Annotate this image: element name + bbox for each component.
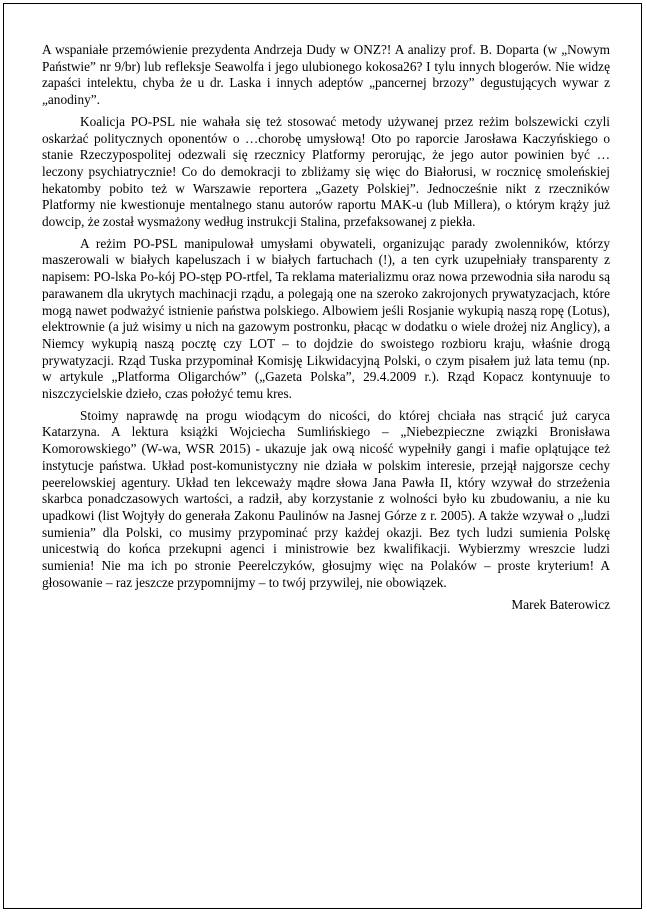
document-body — [42, 42, 610, 613]
paragraph-4: Stoimy naprawdę na progu wiodącym do nicości, do której chciała nas strącić już caryca Katarzyna. A lektura książki Wojciecha Sumlińskiego – „Niebezpieczne związki Bronisława Komorowskiego” (W-wa, WSR 2015) - ukazuje jak ową nicość wypełniły gangi i mafie oplątujące też instytucje państwa. Układ post-komunistyczny nie działa w polskim interesie, przejął najgorsze cechy peerelowskiej agentury. Układ ten lekceważy mądre słowa Jana Pawła II, który wzywał do strzeżenia skarbca ponadczasowych wartości, a radził, aby korzystanie z wolności było ku zbudowaniu, a nie ku upadkowi (list Wojtyły do generała Zakonu Paulinów na Jasnej Górze z r. 2005). A także wzywał o „ludzi sumienia” dla Polski, co musimy przypominać przy każdej okazji. Bez tych ludzi sumienia Polskę unicestwią do końca przekupni agenci i ministrowie bez kwalifikacji. Wybierzmy wreszcie ludzi sumienia! Nie ma ich po stronie Peerelczyków, głosujmy więc na Polaków – proste kryterium! A głosowanie – raz jeszcze przypomnijmy – to twój przywilej, nie obowiązek. — [42, 407, 610, 590]
document-page — [3, 3, 642, 909]
paragraph-2: Koalicja PO-PSL nie wahała się też stosować metody używanej przez reżim bolszewicki czyli oskarżać politycznych oponentów o …chorobę umysłową! Oto po raporcie Jarosława Kaczyńskiego o stanie Rzeczypospolitej odezwali się rzecznicy Platformy perorując, że jego autor powinien być …leczony psychiatrycznie! Co do demokracji to zbliżamy się więc do Białorusi, w rocznicę smoleńskiej hekatomby pobito też w Warszawie reportera „Gazety Polskiej”. Jednocześnie nikt z rzeczników Platformy nie kwestionuje mentalnego stanu autorów raportu MAK-u (lub Millera), o którym krąży już dowcip, że został wysmażony według instrukcji Stalina, przefaksowanej z piekła. — [42, 113, 610, 230]
paragraph-1: A wspaniałe przemówienie prezydenta Andrzeja Dudy w ONZ?! A analizy prof. B. Doparta (w „Nowym Państwie” nr 9/br) lub refleksje Seawolfa i jego ulubionego kokosa26? I tylu innych blogerów. Nie widzę zapaści intelektu, chyba że u dr. Laska i innych adeptów „pancernej brzozy” degustujących wywar z „anodiny”. — [42, 42, 610, 108]
author-signature: Marek Baterowicz — [511, 596, 610, 612]
paragraph-3: A reżim PO-PSL manipulował umysłami obywateli, organizując parady zwolenników, którzy maszerowali w białych kapeluszach i w białych fartuchach (!), a ten cyrk uzupełniały transparenty z napisem: PO-lska Po-kój PO-stęp PO-rtfel, Ta reklama materializmu oraz nowa przewodnia siła narodu są parawanem dla ukrytych machinacji rządu, a polegają one na szeroko zakrojonych prywatyzacjach, które mogą nawet podważyć istnienie państwa polskiego. Albowiem jeśli Rosjanie wykupią naszą ropę (Lotus), elektrownie (a już wisimy u nich na gazowym postronku, płacąc w dodatku o wiele drożej niz Anglicy), a Niemcy wykupią naszą pocztę czy LOT – to dojdzie do swoistego rozbioru kraju, właśnie drogą prywatyzacji. Rząd Tuska przypominał Komisję Likwidacyjną Polski, o czym pisałem już lata temu (np. w artykule „Platforma Oligarchów” („Gazeta Polska”, 29.4.2009 r.). Rząd Kopacz kontynuuje to niszczycielskie dzieło, czas położyć temu kres. — [42, 235, 610, 402]
